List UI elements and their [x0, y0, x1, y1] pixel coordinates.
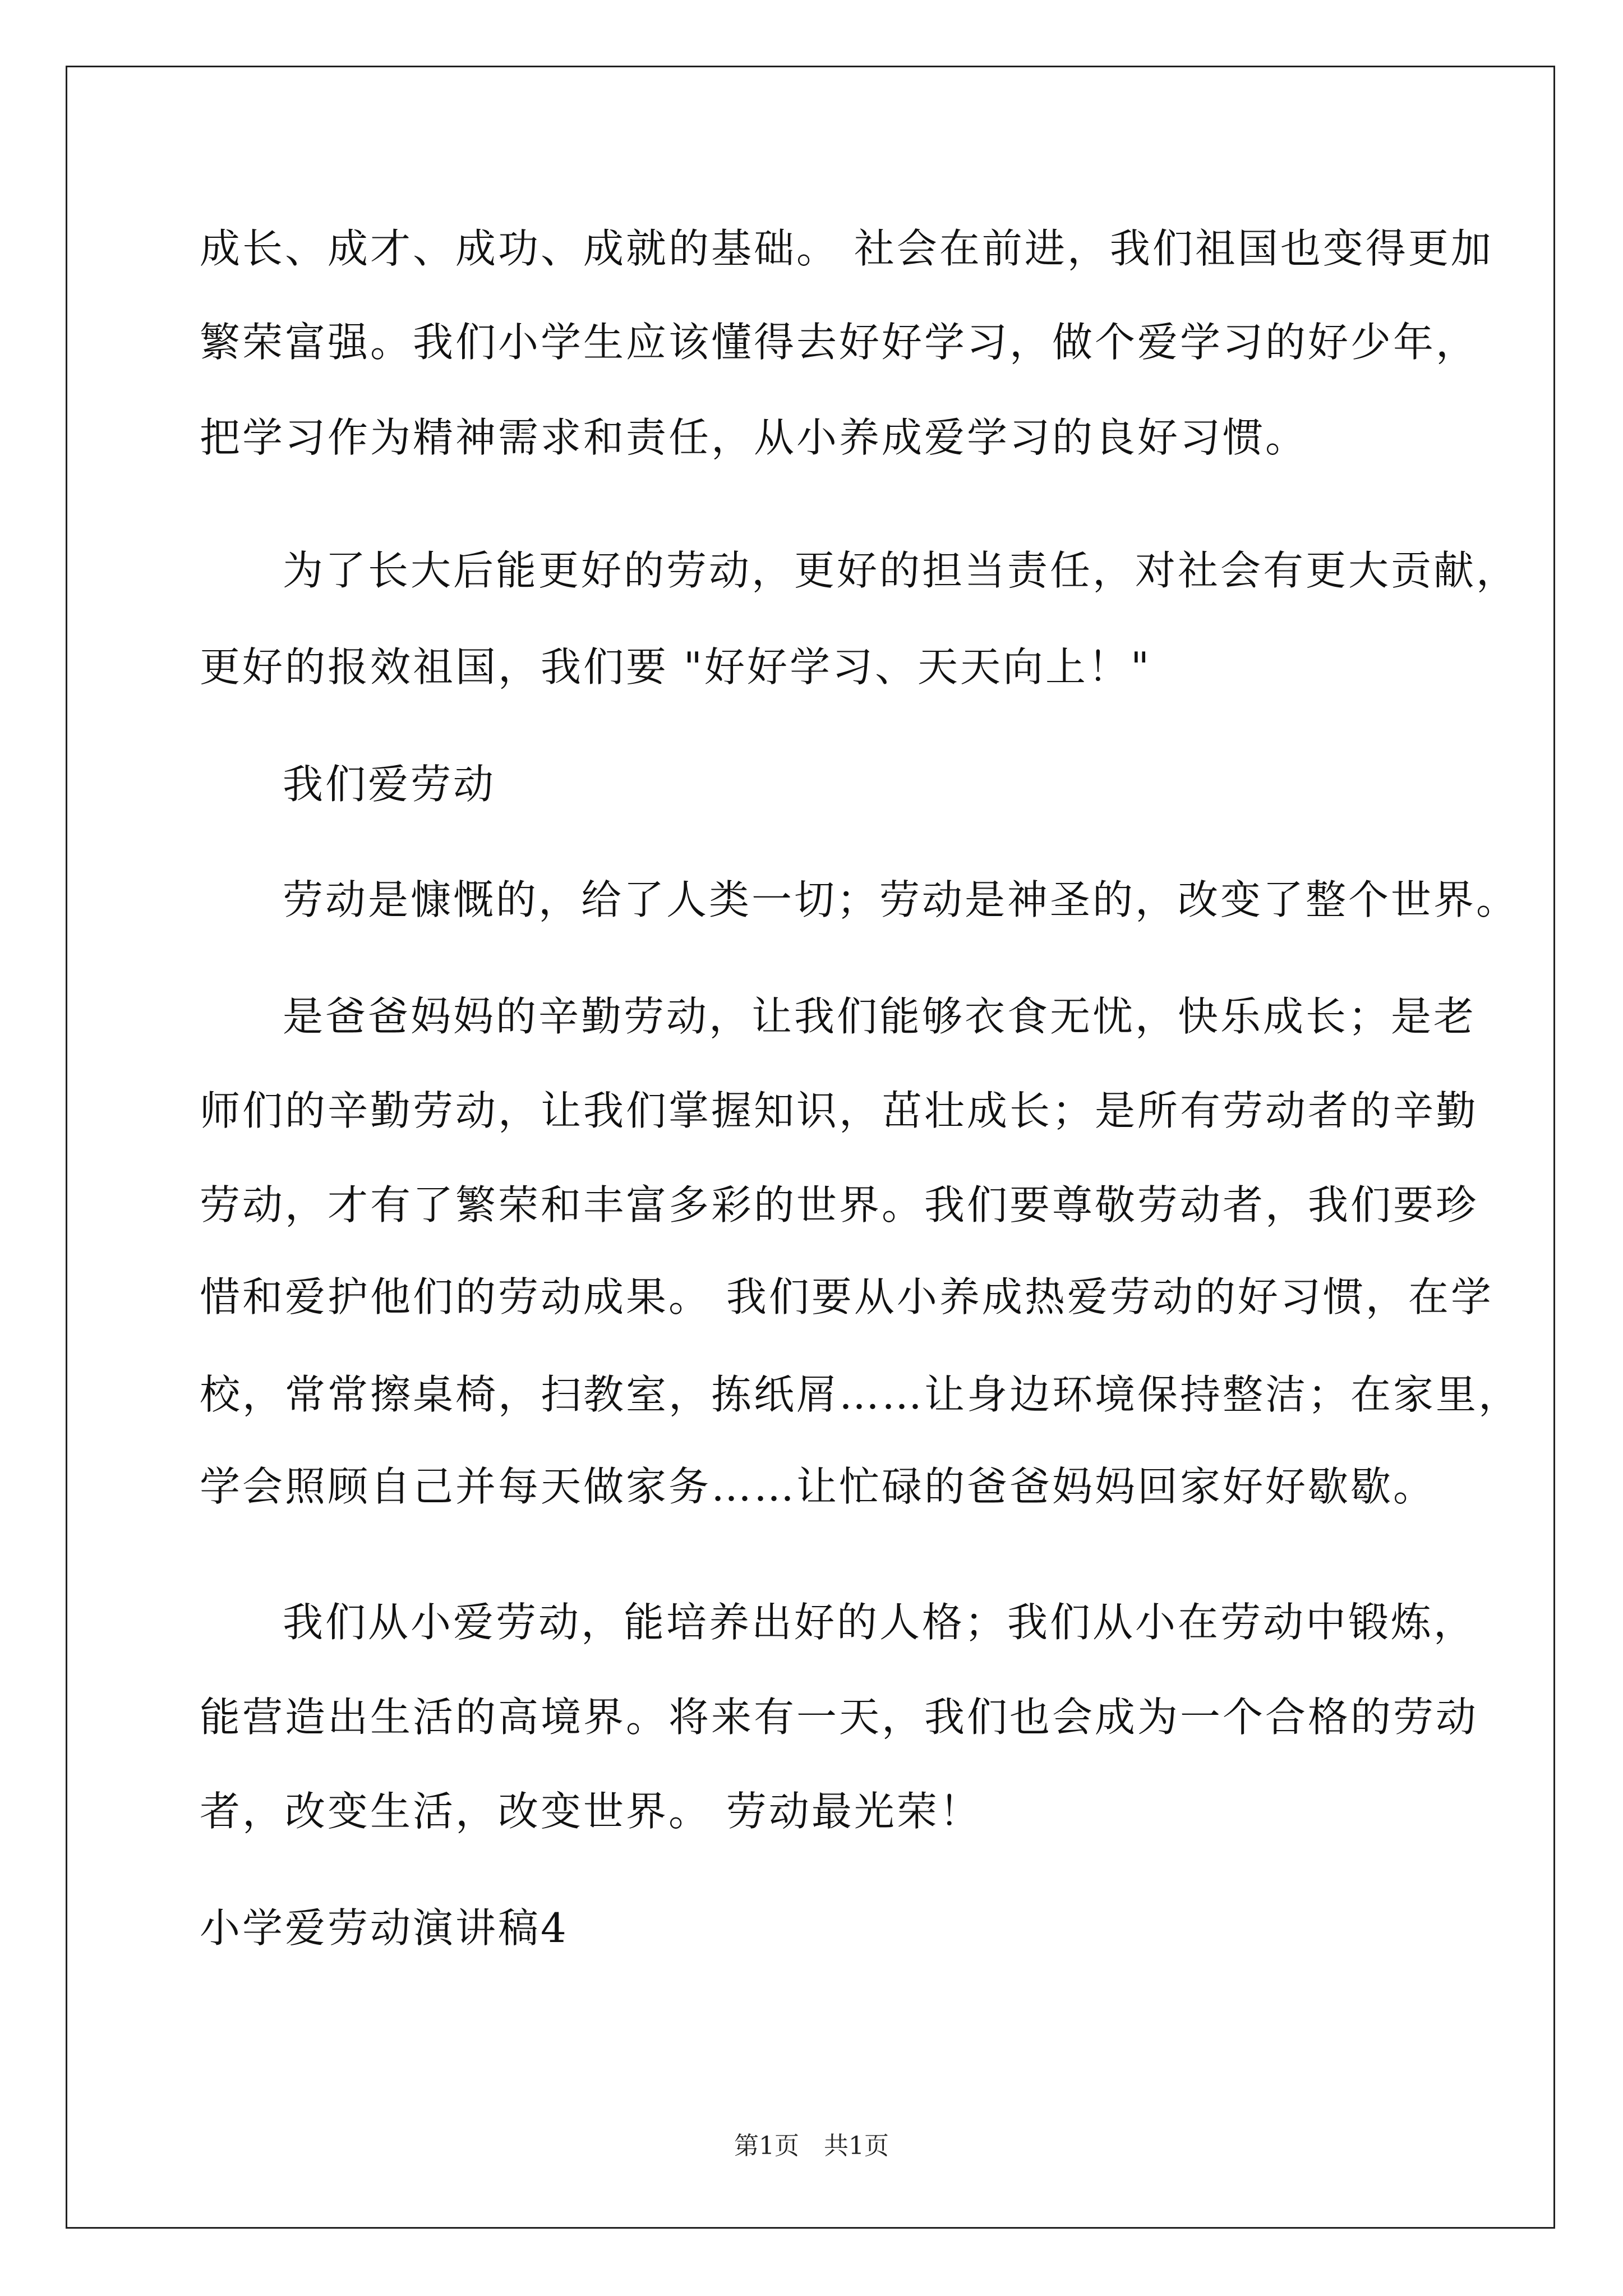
section-title: 小学爱劳动演讲稿4: [200, 1904, 569, 1952]
section-heading: 我们爱劳动: [283, 761, 496, 808]
text-line: 惜和爱护他们的劳动成果。 我们要从小养成热爱劳动的好习惯，在学: [200, 1273, 1493, 1320]
text-line: 更好的报效祖国，我们要 "好好学习、天天向上！": [200, 643, 1152, 691]
text-line: 劳动是慷慨的，给了人类一切；劳动是神圣的，改变了整个世界。: [283, 876, 1519, 923]
text-line: 学会照顾自己并每天做家务……让忙碌的爸爸妈妈回家好好歇歇。: [200, 1463, 1436, 1510]
text-line: 师们的辛勤劳动，让我们掌握知识，茁壮成长；是所有劳动者的辛勤: [200, 1087, 1479, 1134]
text-line: 成长、成才、成功、成就的基础。 社会在前进，我们祖国也变得更加: [200, 225, 1493, 272]
text-line: 者，改变生活，改变世界。 劳动最光荣！: [200, 1788, 982, 1835]
text-line: 是爸爸妈妈的辛勤劳动，让我们能够衣食无忧，快乐成长；是老: [283, 993, 1477, 1040]
text-line: 为了长大后能更好的劳动，更好的担当责任，对社会有更大贡献，: [283, 547, 1519, 594]
text-line: 繁荣富强。我们小学生应该懂得去好好学习，做个爱学习的好少年，: [200, 319, 1479, 366]
text-line: 我们从小爱劳动，能培养出好的人格；我们从小在劳动中锻炼，: [283, 1599, 1477, 1646]
page-footer: 第1页 共1页: [734, 2132, 889, 2160]
text-line: 劳动，才有了繁荣和丰富多彩的世界。我们要尊敬劳动者，我们要珍: [200, 1181, 1479, 1228]
text-line: 能营造出生活的高境界。将来有一天，我们也会成为一个合格的劳动: [200, 1694, 1479, 1741]
text-line: 校，常常擦桌椅，扫教室，拣纸屑……让身边环境保持整洁；在家里，: [200, 1371, 1521, 1418]
text-line: 把学习作为精神需求和责任，从小养成爱学习的良好习惯。: [200, 414, 1308, 461]
